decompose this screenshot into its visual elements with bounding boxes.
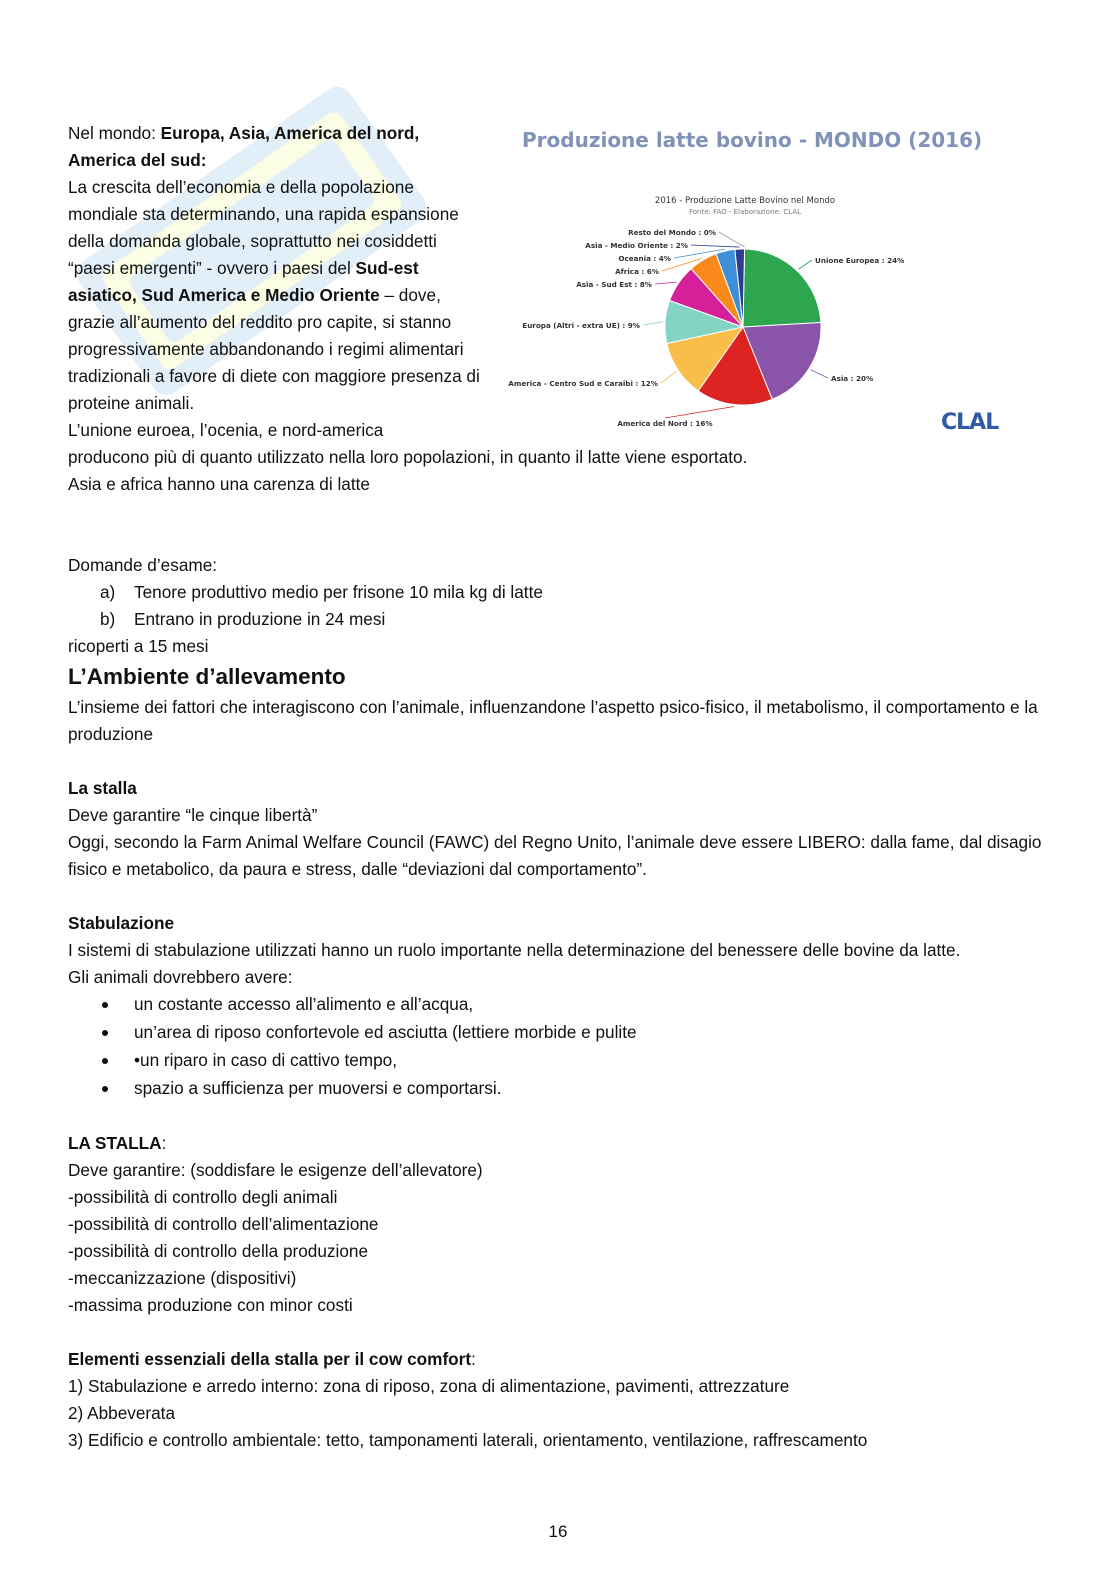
pie-label: America - Centro Sud e Caraibi : 12% [508,379,658,388]
exam-list [68,579,1068,633]
pie-leader-line [655,282,677,284]
exam-item-marker: a) [100,582,116,602]
stabulazione-line-2: Gli animali dovrebbero avere: [68,967,293,987]
pie-label: Resto del Mondo : 0% [628,228,716,237]
elementi-line: 2) Abbeverata [68,1403,176,1423]
intro-paragraph-3a: L’unione euroea, l’ocenia, e nord-america [68,420,384,440]
pie-leader-line [798,260,812,269]
bullet-item: un costante accesso all’alimento e all’acqua, [68,991,1058,1019]
bullet-list [68,991,1058,1103]
intro-section [68,120,488,444]
exam-item-text: Entrano in produzione in 24 mesi [134,609,386,629]
chart-source: Fonte: FAO - Elaborazione: CLAL [688,208,802,216]
exam-item-marker: b) [100,609,116,629]
la-stalla-line: -meccanizzazione (dispositivi) [68,1268,297,1288]
stalla-title: La stalla [68,778,137,798]
elementi-line: 3) Edificio e controllo ambientale: tetto, tamponamenti laterali, orientamento, ventilazione, raffrescamento [68,1430,868,1450]
pie-label: Europa (Altri - extra UE) : 9% [522,321,640,330]
pie-label: Unione Europea : 24% [815,256,905,265]
pie-leader-line [811,370,828,378]
exam-item [68,579,1068,606]
clal-logo: CLAL [941,410,999,435]
pie-leader-line [719,232,745,247]
la-stalla-line: -possibilità di controllo degli animali [68,1187,338,1207]
pie-label: Asia : 20% [831,374,874,383]
pie-label: Oceania : 4% [618,254,671,263]
la-stalla-line: -possibilità di controllo dell’alimentazione [68,1214,379,1234]
stalla-line-2: Oggi, secondo la Farm Animal Welfare Council (FAWC) del Regno Unito, l’animale deve essere LIBERO: dalla fame, dal disagio fisico e metabolico, da paura e stress, dalle “deviazioni dal comportamento”. [68,832,1042,879]
elementi-line: 1) Stabulazione e arredo interno: zona di riposo, zona di alimentazione, pavimenti, attrezzature [68,1376,790,1396]
ambiente-section [68,694,1058,1454]
bullet-item: •un riparo in caso di cattivo tempo, [68,1047,1058,1075]
intro-paragraph-2: La crescita dell’economia e della popolazione mondiale sta determinando, una rapida espansione della domanda globale, soprattutto nei cosiddetti “paesi emergenti” - ovvero i paesi del Sud-est asiatico, Sud America e Medio Oriente – dove, grazie all’aumento del reddito pro capite, si stanno progressivamente abbandonando i regimi alimentari tradizionali a favore di diete con maggiore presenza di proteine animali. [68,177,480,413]
pie-leader-line [665,406,734,418]
exam-heading: Domande d’esame: [68,555,218,575]
pie-leader-line [691,245,740,247]
intro-section-2 [68,444,1068,498]
pie-label: Asia - Medio Oriente : 2% [585,241,688,250]
chart-subtitle: 2016 - Produzione Latte Bovino nel Mondo [654,196,836,206]
pie-leader-line [661,371,676,383]
pie-svg [495,115,1015,450]
exam-item-text: Tenore produttivo medio per frisone 10 mila kg di latte [134,582,543,602]
intro-paragraph-1: Nel mondo: Europa, Asia, America del nord, America del sud: [68,123,420,170]
section-intro: L’insieme dei fattori che interagiscono con l’animale, influenzandone l’aspetto psico-fisico, il metabolismo, il comportamento e la produzione [68,697,1038,744]
elementi-title: Elementi essenziali della stalla per il cow comfort: [68,1349,476,1369]
section-title: L’Ambiente d’allevamento [68,664,346,689]
pie-leader-line [643,322,663,325]
bullet-item: spazio a sufficienza per muoversi e comportarsi. [68,1075,1058,1103]
pie-chart [495,115,1015,450]
stalla-line-1: Deve garantire “le cinque libertà” [68,805,318,825]
chart-title: Produzione latte bovino - MONDO (2016) [522,128,983,152]
intro-paragraph-4: Asia e africa hanno una carenza di latte [68,474,370,494]
exam-after: ricoperti a 15 mesi [68,636,209,656]
exam-section [68,552,1068,660]
la-stalla-title: LA STALLA: [68,1133,167,1153]
bullet-item: un’area di riposo confortevole ed asciutta (lettiere morbide e pulite [68,1019,1058,1047]
la-stalla-line: -possibilità di controllo della produzione [68,1241,369,1261]
pie-label: America del Nord : 16% [617,419,713,428]
page-number: 16 [548,1522,568,1541]
la-stalla-line: -massima produzione con minor costi [68,1295,353,1315]
stabulazione-line-1: I sistemi di stabulazione utilizzati hanno un ruolo importante nella determinazione del benessere delle bovine da latte. [68,940,961,960]
pie-label: Asia - Sud Est : 8% [576,280,652,289]
pie-slice-unione-europea [743,249,821,327]
pie-label: Africa : 6% [615,267,659,276]
stabulazione-title: Stabulazione [68,913,175,933]
intro-paragraph-3b: producono più di quanto utilizzato nella loro popolazioni, in quanto il latte viene esportato. [68,447,748,467]
la-stalla-line: Deve garantire: (soddisfare le esigenze dell’allevatore) [68,1160,483,1180]
exam-item [68,606,1068,633]
